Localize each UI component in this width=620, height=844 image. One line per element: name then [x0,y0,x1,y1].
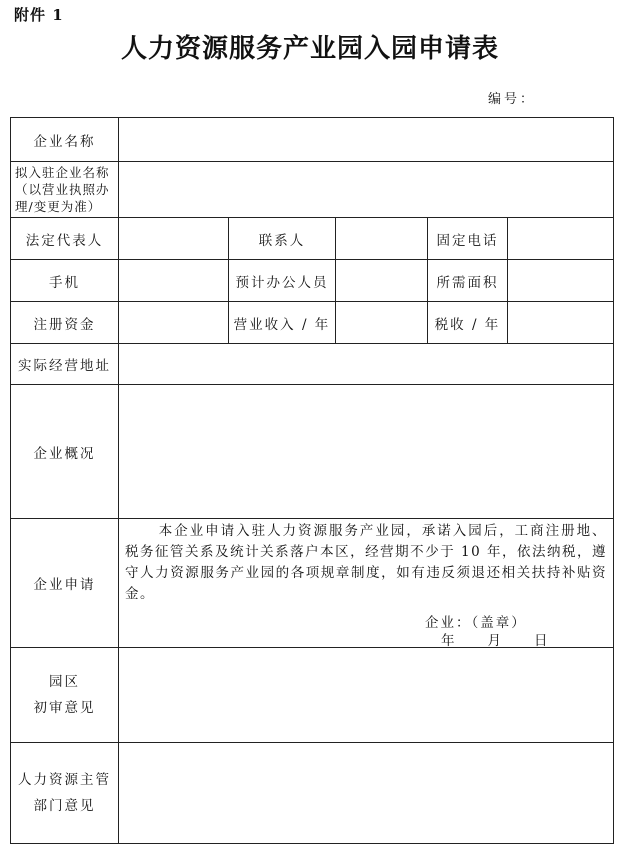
company-application-cell [119,519,614,648]
expected-staff-field[interactable] [336,260,428,302]
registered-capital-label: 注册资金 [11,302,119,344]
form-title: 人力资源服务产业园入园申请表 [120,34,499,64]
park-review-line1: 园区 [49,674,80,690]
company-name-field[interactable] [119,118,614,162]
signature-block [119,605,613,647]
hr-department-label [11,743,119,844]
serial-number-label: 编号： [488,92,537,107]
park-review-field[interactable] [119,648,614,743]
legal-representative-field[interactable] [119,218,229,260]
annual-revenue-field[interactable] [336,302,428,344]
company-application-label: 企业申请 [11,519,119,648]
application-form-table [10,117,614,844]
contact-person-label: 联系人 [229,218,336,260]
application-statement: 本企业申请入驻人力资源服务产业园，承诺入园后，工商注册地、税务征管关系及统计关系落户本区，经营期不少于 10 年，依法纳税，遵守人力资源服务产业园的各项规章制度，如有违反须退还相关扶持补贴资金。 [125,523,608,602]
hr-department-field[interactable] [119,743,614,844]
attachment-label: 附件 1 [14,6,64,24]
proposed-company-name-label: 拟入驻企业名称（以营业执照办理/变更为准） [11,162,119,218]
company-name-label: 企业名称 [11,118,119,162]
landline-label: 固定电话 [428,218,508,260]
required-area-label: 所需面积 [428,260,508,302]
company-overview-label: 企业概况 [11,385,119,519]
mobile-field[interactable] [119,260,229,302]
proposed-company-name-field[interactable] [119,162,614,218]
annual-tax-label: 税收 / 年 [428,302,508,344]
annual-revenue-label: 营业收入 / 年 [229,302,336,344]
business-address-field[interactable] [119,344,614,385]
park-review-label [11,648,119,743]
contact-person-field[interactable] [336,218,428,260]
business-address-label: 实际经营地址 [11,344,119,385]
hr-department-line1: 人力资源主管 [18,772,111,788]
hr-department-line2: 部门意见 [33,798,96,814]
company-seal-label: 企业：（盖章） [425,615,527,631]
legal-representative-label: 法定代表人 [11,218,119,260]
mobile-label: 手机 [11,260,119,302]
annual-tax-field[interactable] [508,302,614,344]
signature-date: 年 月 日 [441,633,550,649]
landline-field[interactable] [508,218,614,260]
company-overview-field[interactable] [119,385,614,519]
required-area-field[interactable] [508,260,614,302]
expected-staff-label: 预计办公人员 [229,260,336,302]
park-review-line2: 初审意见 [33,700,96,716]
registered-capital-field[interactable] [119,302,229,344]
